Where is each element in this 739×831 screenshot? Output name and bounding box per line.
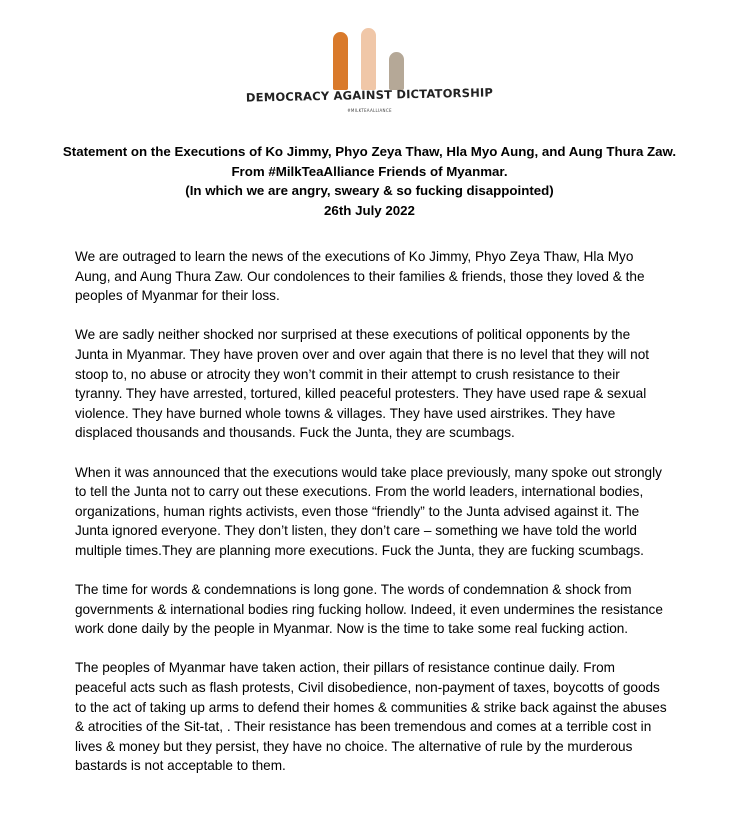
paragraph-resistance: The peoples of Myanmar have taken action, their pillars of resistance continue daily. From peaceful acts such as flash protests, Civil disobedience, non-payment of taxes, boycotts of goods to the act of taking up arms to defend their homes & communities & strike back against the abuses & atrocities of the Sit-tat, . Their resistance has been tremendous and comes at a terrible cost in lives & money but they persist, they have no choice. The alternative of rule by the murderous bastards is not acceptable to them. [75, 660, 667, 774]
paragraph-previous-warnings: When it was announced that the executions would take place previously, many spoke out strongly to tell the Junta not to carry out these executions. From the world leaders, international bodies, organizations, human rights activists, even those “friendly” to the Junta advised against it. The Junta ignored everyone. They don’t listen, they don’t care – something we have told the world multiple times.They are planning more executions. Fuck the Junta, they are fucking scumbags. [75, 464, 662, 558]
paragraph-outraged: We are outraged to learn the news of the executions of Ko Jimmy, Phyo Zeya Thaw, Hla Myo Aung, and Aung Thura Zaw. Our condolences to their families & friends, those they loved & the peoples of Myanmar for their loss. [75, 249, 645, 304]
paragraph-words-gone: The time for words & condemnations is long gone. The words of condemnation & shock from governments & international bodies ring fucking hollow. Indeed, it even undermines the resistance work done daily by the people in Myanmar. Now is the time to take some real fucking action. [75, 582, 663, 637]
statement-heading [60, 142, 679, 220]
logo [0, 28, 739, 124]
logo-bar-orange [333, 32, 348, 90]
heading-title: Statement on the Executions of Ko Jimmy, Phyo Zeya Thaw, Hla Myo Aung, and Aung Thura Zaw. [62, 144, 677, 159]
heading-note: (In which we are angry, sweary & so fucking disappointed) [185, 183, 554, 198]
logo-subtitle: #MILKTEAALLIANCE [347, 108, 392, 113]
statement-body [75, 247, 667, 796]
paragraph-not-surprised: We are sadly neither shocked nor surprised at these executions of political opponents by the Junta in Myanmar. They have proven over and over again that there is no level that they will not stoop to, no abuse or atrocity they won’t commit in their attempt to crush resistance to their tyranny. They have arrested, tortured, killed peaceful protesters. They have used rape & sexual violence. They have burned whole towns & villages. They have used airstrikes. They have displaced thousands and thousands. Fuck the Junta, they are scumbags. [75, 327, 650, 441]
logo-bar-peach [361, 28, 376, 90]
logo-title: DEMOCRACY AGAINST DICTATORSHIP [245, 85, 494, 105]
heading-date: 26th July 2022 [324, 202, 415, 218]
logo-bar-taupe [389, 52, 404, 90]
heading-from: From #MilkTeaAlliance Friends of Myanmar. [231, 163, 508, 179]
logo-bars-icon [333, 28, 413, 90]
